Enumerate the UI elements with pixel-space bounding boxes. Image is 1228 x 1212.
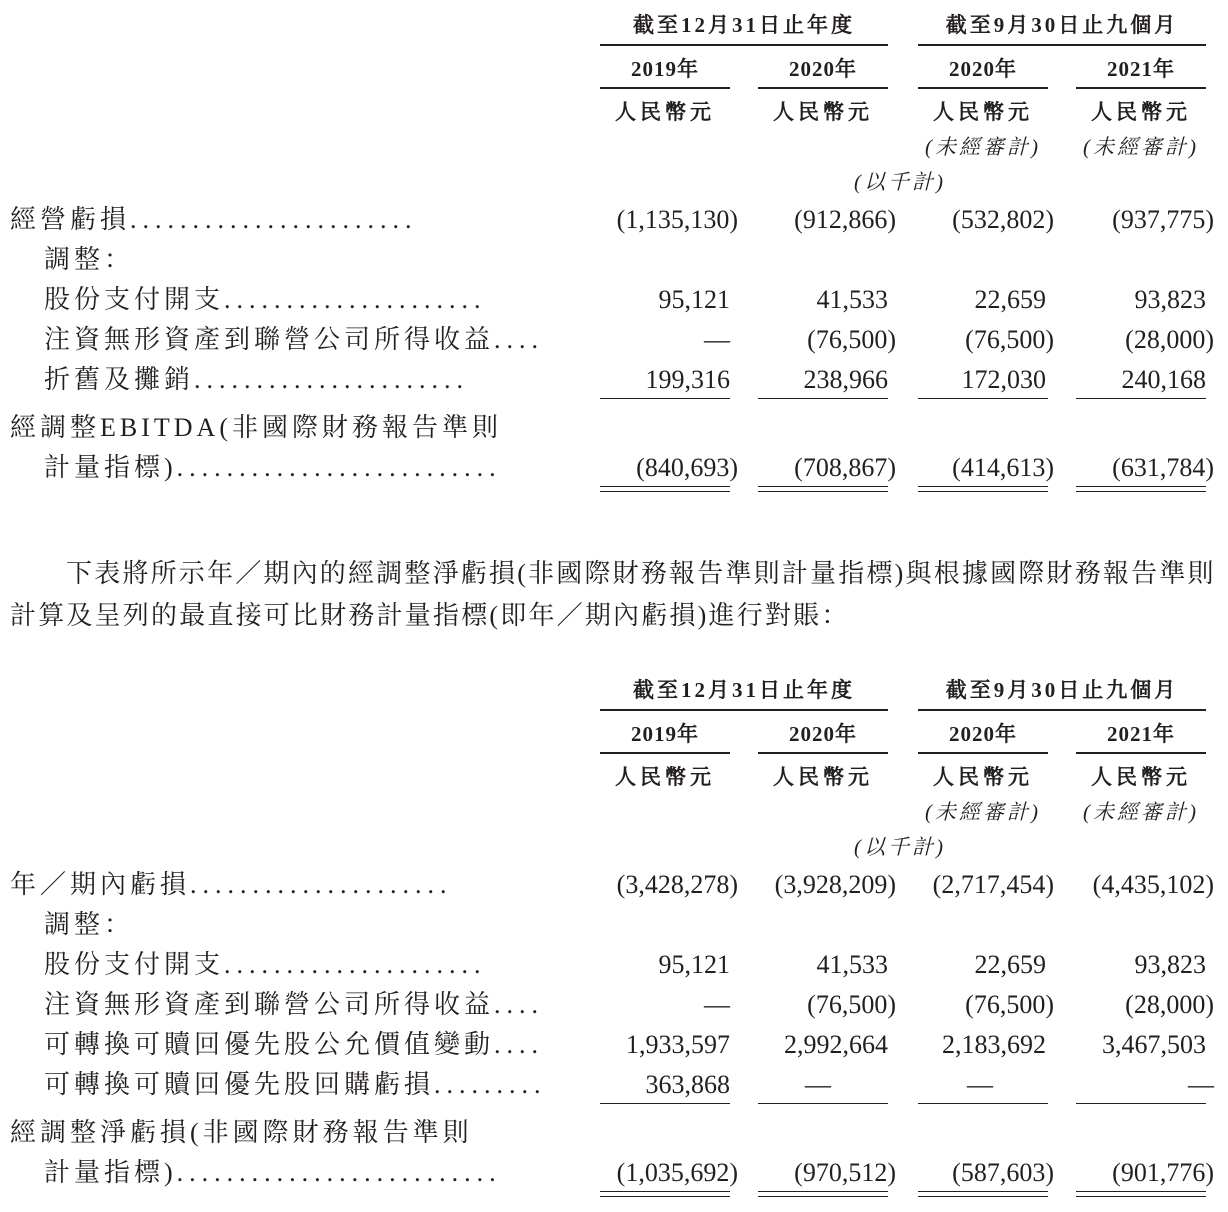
total-value: (970,512) xyxy=(794,1158,896,1187)
cell-value: 199,316 xyxy=(645,365,730,394)
total-double-rule xyxy=(1076,486,1206,492)
cell-value: (532,802) xyxy=(952,205,1054,234)
table-row xyxy=(0,1025,1228,1065)
cell-value: — xyxy=(967,1070,993,1099)
cell-value: — xyxy=(704,325,730,354)
total-value: (901,776) xyxy=(1112,1158,1214,1187)
year-header: 2021年 xyxy=(1107,722,1175,746)
total-double-rule xyxy=(600,1191,730,1197)
subtotal-rule xyxy=(918,398,1048,399)
year-rule xyxy=(918,752,1048,754)
table-1 xyxy=(0,10,1228,500)
table-row xyxy=(0,905,1228,945)
cell-value: 41,533 xyxy=(816,950,888,979)
total-value: (1,035,692) xyxy=(616,1158,738,1187)
dot-leader: ....................... xyxy=(130,205,418,234)
year-rule xyxy=(758,752,888,754)
subtotal-rule xyxy=(918,1103,1048,1104)
currency-header: 人民幣元 xyxy=(773,100,873,124)
cell-value: (937,775) xyxy=(1112,205,1214,234)
subtotal-rule xyxy=(758,398,888,399)
reconciliation-paragraph: 下表將所示年／期內的經調整淨虧損(非國際財務報告準則計量指標)與根據國際財務報告準則計算及呈列的最直接可比財務計量指標(即年／期內虧損)進行對賬： xyxy=(10,559,1216,630)
group-rule xyxy=(918,709,1206,711)
year-rule xyxy=(1076,87,1206,89)
year-header: 2019年 xyxy=(631,57,699,81)
year-rule xyxy=(1076,752,1206,754)
cell-value: 172,030 xyxy=(961,365,1046,394)
total-double-rule xyxy=(758,1191,888,1197)
cell-value: (3,428,278) xyxy=(616,870,738,899)
total-value: (631,784) xyxy=(1112,453,1214,482)
year-rule xyxy=(600,752,730,754)
row-label: 可轉換可贖回優先股公允價值變動 xyxy=(44,1030,495,1059)
dot-leader: .... xyxy=(494,990,545,1019)
subtotal-rule xyxy=(1076,398,1206,399)
dot-leader: ...................... xyxy=(194,365,470,394)
total-label-line2: 計量指標) xyxy=(44,1158,177,1187)
unaudited-note: (未經審計) xyxy=(925,135,1041,159)
table-row xyxy=(0,320,1228,360)
row-label: 經營虧損 xyxy=(10,205,131,234)
total-row xyxy=(0,448,1228,488)
year-rule xyxy=(918,87,1048,89)
cell-value: 1,933,597 xyxy=(626,1030,730,1059)
group-header-fy: 截至12月31日止年度 xyxy=(633,678,855,702)
group-header-fy: 截至12月31日止年度 xyxy=(633,13,855,37)
cell-value: 240,168 xyxy=(1121,365,1206,394)
row-label: 股份支付開支 xyxy=(44,285,225,314)
currency-header: 人民幣元 xyxy=(933,100,1033,124)
cell-value: 93,823 xyxy=(1134,285,1206,314)
cell-value: — xyxy=(1188,1070,1214,1099)
cell-value: — xyxy=(704,990,730,1019)
cell-value: (76,500) xyxy=(965,990,1054,1019)
dot-leader: .... xyxy=(494,1030,545,1059)
total-value: (708,867) xyxy=(794,453,896,482)
subtotal-rule xyxy=(600,398,730,399)
subtotal-rule xyxy=(1076,1103,1206,1104)
year-header: 2021年 xyxy=(1107,57,1175,81)
row-label: 調整： xyxy=(44,910,135,939)
unit-note: (以千計) xyxy=(854,835,946,859)
currency-header: 人民幣元 xyxy=(1091,765,1191,789)
row-label: 年／期內虧損 xyxy=(10,870,191,899)
row-label: 注資無形資產到聯營公司所得收益 xyxy=(44,325,495,354)
cell-value: (912,866) xyxy=(794,205,896,234)
currency-header: 人民幣元 xyxy=(933,765,1033,789)
unit-note: (以千計) xyxy=(854,170,946,194)
cell-value: (76,500) xyxy=(807,325,896,354)
cell-value: 95,121 xyxy=(658,950,730,979)
group-rule xyxy=(600,44,888,46)
total-label-line1: 經調整EBITDA(非國際財務報告準則 xyxy=(10,413,502,442)
group-header-9m: 截至9月30日止九個月 xyxy=(945,13,1179,37)
dot-leader: ..................... xyxy=(224,950,487,979)
dot-leader: ..................... xyxy=(190,870,453,899)
cell-value: 363,868 xyxy=(645,1070,730,1099)
currency-header: 人民幣元 xyxy=(1091,100,1191,124)
table-row xyxy=(0,280,1228,320)
total-value: (587,603) xyxy=(952,1158,1054,1187)
row-label: 股份支付開支 xyxy=(44,950,225,979)
table-row xyxy=(0,240,1228,280)
year-header: 2020年 xyxy=(949,722,1017,746)
total-value: (414,613) xyxy=(952,453,1054,482)
table-row xyxy=(0,200,1228,240)
dot-leader: ..................... xyxy=(224,285,487,314)
total-label-line1: 經調整淨虧損(非國際財務報告準則 xyxy=(10,1118,473,1147)
cell-value: 2,183,692 xyxy=(942,1030,1046,1059)
unaudited-note: (未經審計) xyxy=(925,800,1041,824)
cell-value: (1,135,130) xyxy=(616,205,738,234)
currency-header: 人民幣元 xyxy=(773,765,873,789)
year-header: 2020年 xyxy=(789,722,857,746)
total-double-rule xyxy=(918,486,1048,492)
table-row xyxy=(0,865,1228,905)
cell-value: (4,435,102) xyxy=(1092,870,1214,899)
cell-value: 93,823 xyxy=(1134,950,1206,979)
group-rule xyxy=(600,709,888,711)
cell-value: (3,928,209) xyxy=(774,870,896,899)
total-double-rule xyxy=(1076,1191,1206,1197)
cell-value: (2,717,454) xyxy=(932,870,1054,899)
table-row xyxy=(0,360,1228,400)
total-row xyxy=(0,408,1228,448)
table-row xyxy=(0,1065,1228,1105)
unaudited-note: (未經審計) xyxy=(1083,800,1199,824)
total-double-rule xyxy=(758,486,888,492)
cell-value: 22,659 xyxy=(974,285,1046,314)
cell-value: 95,121 xyxy=(658,285,730,314)
unaudited-note: (未經審計) xyxy=(1083,135,1199,159)
total-value: (840,693) xyxy=(636,453,738,482)
cell-value: 238,966 xyxy=(803,365,888,394)
group-header-9m: 截至9月30日止九個月 xyxy=(945,678,1179,702)
row-label: 注資無形資產到聯營公司所得收益 xyxy=(44,990,495,1019)
cell-value: 2,992,664 xyxy=(784,1030,888,1059)
cell-value: (76,500) xyxy=(965,325,1054,354)
year-header: 2020年 xyxy=(789,57,857,81)
table-row xyxy=(0,985,1228,1025)
table-2 xyxy=(0,675,1228,1212)
total-double-rule xyxy=(918,1191,1048,1197)
dot-leader: ......... xyxy=(434,1070,547,1099)
row-label: 折舊及攤銷 xyxy=(44,365,195,394)
table-row xyxy=(0,945,1228,985)
subtotal-rule xyxy=(758,1103,888,1104)
year-rule xyxy=(758,87,888,89)
total-double-rule xyxy=(600,486,730,492)
total-label-line2: 計量指標) xyxy=(44,453,177,482)
cell-value: (76,500) xyxy=(807,990,896,1019)
cell-value: (28,000) xyxy=(1125,990,1214,1019)
cell-value: — xyxy=(805,1070,831,1099)
year-header: 2019年 xyxy=(631,722,699,746)
total-row xyxy=(0,1113,1228,1153)
cell-value: 3,467,503 xyxy=(1102,1030,1206,1059)
cell-value: 41,533 xyxy=(816,285,888,314)
total-row xyxy=(0,1153,1228,1193)
currency-header: 人民幣元 xyxy=(615,765,715,789)
cell-value: (28,000) xyxy=(1125,325,1214,354)
subtotal-rule xyxy=(600,1103,730,1104)
row-label: 調整： xyxy=(44,245,135,274)
dot-leader: .......................... xyxy=(176,453,502,482)
row-label: 可轉換可贖回優先股回購虧損 xyxy=(44,1070,435,1099)
cell-value: 22,659 xyxy=(974,950,1046,979)
dot-leader: .......................... xyxy=(176,1158,502,1187)
year-rule xyxy=(600,87,730,89)
group-rule xyxy=(918,44,1206,46)
dot-leader: .... xyxy=(494,325,545,354)
year-header: 2020年 xyxy=(949,57,1017,81)
currency-header: 人民幣元 xyxy=(615,100,715,124)
